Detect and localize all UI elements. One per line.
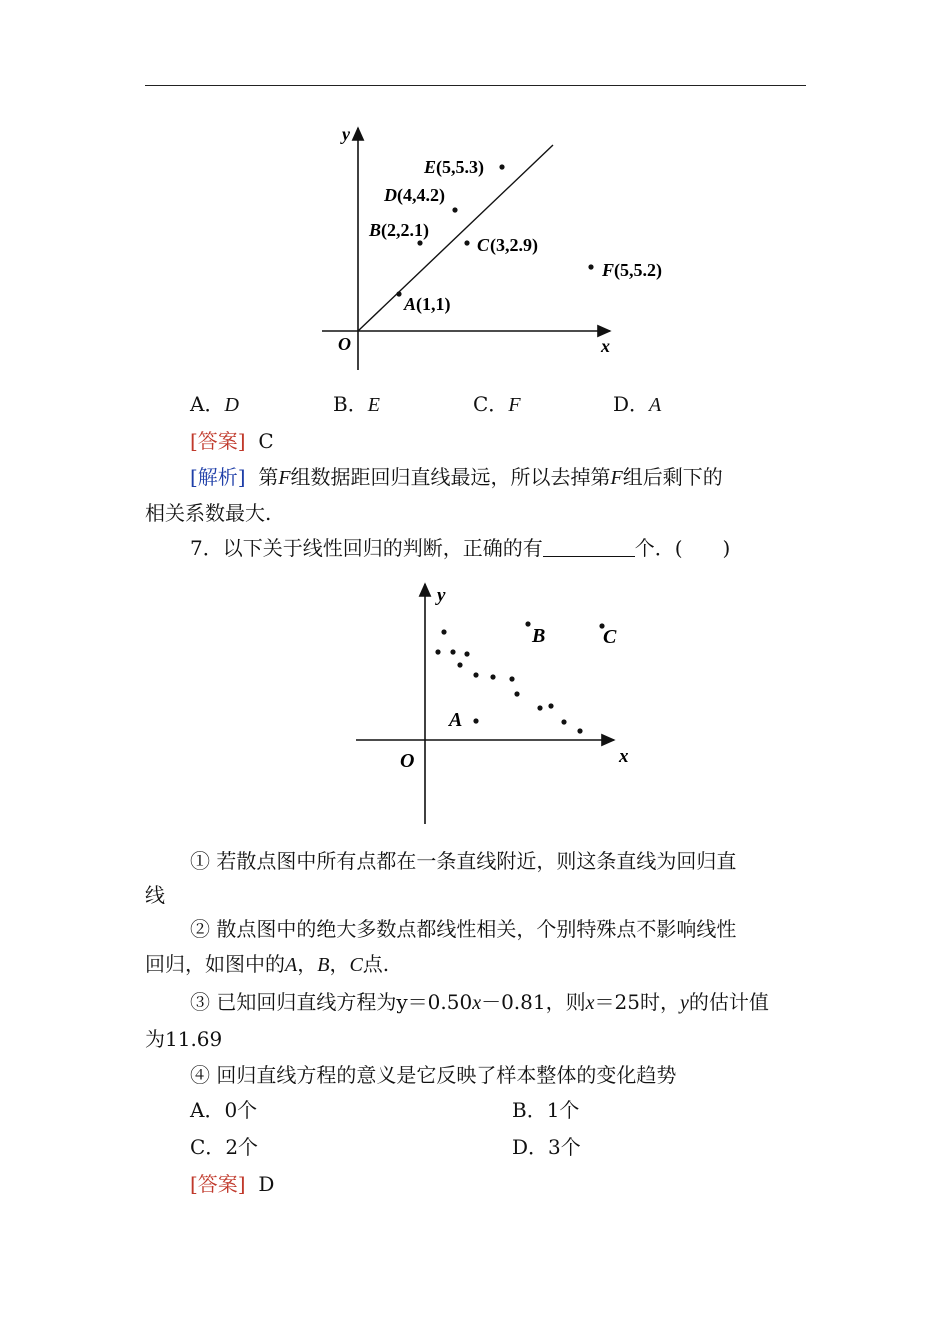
fig1-point-B-name: B bbox=[369, 220, 382, 240]
q7-s3-x2: x bbox=[585, 992, 595, 1014]
fig1-point-F-name: F bbox=[602, 260, 615, 280]
fig1-point-A-name: A bbox=[404, 294, 417, 314]
q7-option-b-value: 1个 bbox=[546, 1098, 580, 1122]
fig1-x-label: x bbox=[601, 336, 610, 356]
q6-option-d-value: A bbox=[649, 394, 662, 416]
fig2-point-A bbox=[473, 718, 478, 723]
q7-s2-A: A bbox=[285, 954, 298, 976]
q6-analysis-text-b: 组数据距回归直线最远，所以去掉第 bbox=[290, 465, 611, 489]
fig1-point-D-name: D bbox=[384, 185, 397, 205]
q7-s3-x: x bbox=[472, 992, 482, 1014]
fig1-point-E-coord: (5,5.3) bbox=[436, 157, 484, 177]
fig1-origin-label: O bbox=[338, 334, 351, 354]
q7-s3-y: y bbox=[679, 992, 689, 1014]
q7-answer-value: D bbox=[258, 1172, 275, 1196]
fig2-point bbox=[457, 662, 462, 667]
q7-statement-1-line2: 线 bbox=[145, 883, 165, 907]
q7-statement-2-line1: ② 散点图中的绝大多数点都线性相关，个别特殊点不影响线性 bbox=[190, 917, 737, 941]
q7-stem-tail: 个．( ) bbox=[634, 536, 731, 560]
q6-analysis-text-a: 第 bbox=[258, 465, 279, 489]
fig1-point-A-coord: (1,1) bbox=[416, 294, 451, 314]
q6-option-b-label: B． bbox=[333, 392, 368, 416]
q7-option-d bbox=[512, 1133, 581, 1161]
fig2-point bbox=[548, 703, 553, 708]
fig1-point-E-name: E bbox=[424, 157, 437, 177]
fig1-y-label: y bbox=[342, 124, 350, 144]
q6-option-c-value: F bbox=[508, 394, 521, 416]
q7-statement-1-line1: ① 若散点图中所有点都在一条直线附近，则这条直线为回归直 bbox=[190, 849, 737, 873]
q6-analysis-tag: [解析] bbox=[190, 465, 246, 489]
q6-option-b-value: E bbox=[367, 394, 380, 416]
fig2-point bbox=[435, 649, 440, 654]
fig2-label-A: A bbox=[449, 709, 463, 731]
q7-answer-tag: [答案] bbox=[190, 1172, 246, 1196]
q7-statement-3-line2: 为11.69 bbox=[145, 1027, 223, 1051]
q7-s3-c: ＝25时， bbox=[594, 990, 680, 1014]
fig2-point bbox=[473, 672, 478, 677]
q6-option-c-label: C． bbox=[473, 392, 509, 416]
fig1-point-B-coord: (2,2.1) bbox=[381, 220, 429, 240]
q7-s3-d: 的估计值 bbox=[688, 990, 769, 1014]
q6-option-a-value: D bbox=[224, 394, 239, 416]
q7-stem-text: 7．以下关于线性回归的判断，正确的有 bbox=[190, 536, 543, 560]
fig2-label-C: C bbox=[603, 626, 617, 648]
q7-s2-text: 回归，如图中的 bbox=[145, 952, 285, 976]
q6-option-d-label: D． bbox=[613, 392, 650, 416]
fig2-point bbox=[514, 691, 519, 696]
q7-option-d-label: D． bbox=[512, 1135, 549, 1159]
q7-option-b-label: B． bbox=[512, 1098, 547, 1122]
q7-s3-b: －0.81，则 bbox=[481, 990, 586, 1014]
q7-s3-a: ③ 已知回归直线方程为y＝0.50 bbox=[190, 990, 473, 1014]
fig2-point bbox=[537, 705, 542, 710]
fig2-point bbox=[577, 728, 582, 733]
fig2-point bbox=[441, 629, 446, 634]
q7-statement-3-line1 bbox=[190, 988, 769, 1017]
q7-answer bbox=[190, 1170, 274, 1198]
fig2-y-label: y bbox=[437, 585, 446, 606]
q7-s2-C: C bbox=[349, 954, 363, 976]
q7-option-b bbox=[512, 1096, 579, 1124]
q6-answer-value: C bbox=[258, 429, 274, 453]
fig2-x-label: x bbox=[619, 746, 629, 767]
q6-option-a-label: A． bbox=[190, 392, 225, 416]
fig2-point bbox=[490, 674, 495, 679]
fig2-point bbox=[464, 651, 469, 656]
q7-s2-B: B bbox=[317, 954, 330, 976]
q6-analysis-text-c: 组后剩下的 bbox=[622, 465, 723, 489]
q7-statement-2-line2: 回归，如图中的A，B，C点. bbox=[145, 952, 390, 976]
q7-option-c-value: 2个 bbox=[225, 1135, 259, 1159]
q7-option-a-value: 0个 bbox=[224, 1098, 258, 1122]
fig2-point-B bbox=[525, 621, 530, 626]
fig2-point bbox=[561, 719, 566, 724]
fig2-label-B: B bbox=[532, 625, 546, 647]
q7-option-a bbox=[190, 1096, 257, 1124]
q6-analysis-var-2: F bbox=[610, 467, 623, 489]
fig2-point bbox=[509, 676, 514, 681]
fig1-point-C-name: C bbox=[477, 235, 490, 255]
q6-analysis-line2: 相关系数最大. bbox=[145, 501, 272, 525]
fig2-origin-label: O bbox=[400, 750, 415, 772]
q6-answer-tag: [答案] bbox=[190, 429, 246, 453]
fig2-point bbox=[450, 649, 455, 654]
q7-s2-tail: 点. bbox=[362, 952, 390, 976]
fig1-point-F-coord: (5,5.2) bbox=[614, 260, 662, 280]
q7-statement-4: ④ 回归直线方程的意义是它反映了样本整体的变化趋势 bbox=[190, 1063, 677, 1087]
q6-analysis-var: F bbox=[278, 467, 291, 489]
fig1-point-C-coord: (3,2.9) bbox=[490, 235, 538, 255]
fig1-point-D-coord: (4,4.2) bbox=[397, 185, 445, 205]
q7-option-d-value: 3个 bbox=[548, 1135, 581, 1159]
q7-option-c bbox=[190, 1133, 258, 1161]
q7-option-c-label: C． bbox=[190, 1135, 226, 1159]
q7-option-a-label: A． bbox=[190, 1098, 225, 1122]
